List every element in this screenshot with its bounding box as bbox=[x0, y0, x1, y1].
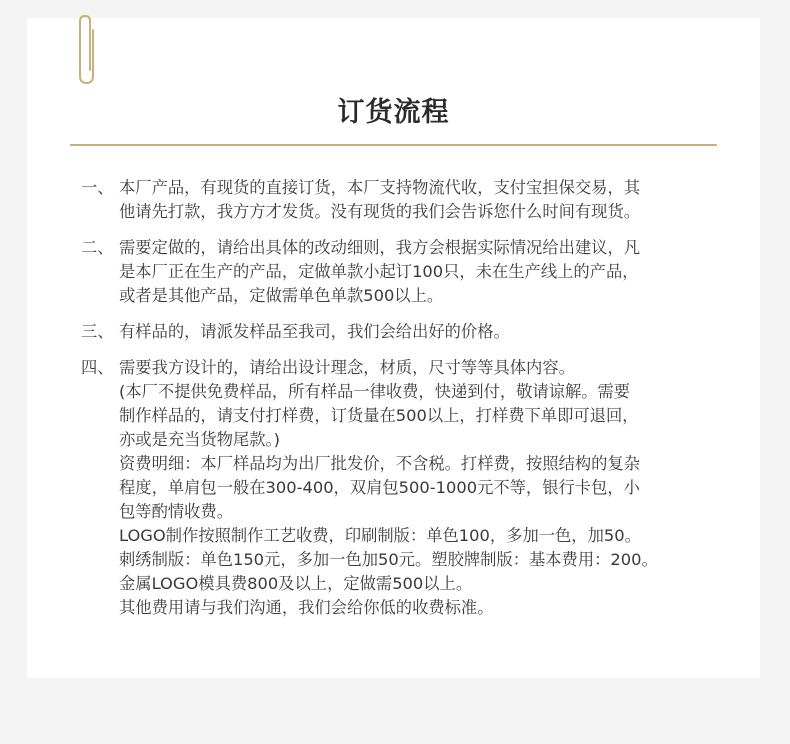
text-line: 刺绣制版：单色150元，多加一色加50元。塑胶牌制版：基本费用：200。 bbox=[119, 550, 658, 569]
page-title: 订货流程 bbox=[337, 97, 450, 128]
list-item-number: 一、 bbox=[81, 178, 114, 197]
list-item bbox=[81, 356, 711, 620]
content-card bbox=[27, 18, 760, 678]
text-line: 金属LOGO模具费800及以上，定做需500以上。 bbox=[119, 574, 473, 593]
paper-clip-icon bbox=[76, 14, 98, 86]
text-line: 其他费用请与我们沟通，我们会给你低的收费标准。 bbox=[119, 598, 494, 617]
text-line: 资费明细：本厂样品均为出厂批发价，不含税。打样费，按照结构的复杂 bbox=[119, 454, 641, 473]
list-item-body bbox=[119, 356, 711, 620]
list-item-number: 二、 bbox=[81, 238, 114, 257]
order-process-list bbox=[81, 176, 711, 632]
list-item bbox=[81, 320, 711, 344]
text-line: 包等酌情收费。 bbox=[119, 502, 233, 521]
text-line: (本厂不提供免费样品，所有样品一律收费，快递到付，敬请谅解。需要 bbox=[119, 382, 631, 401]
text-line: 亦或是充当货物尾款。) bbox=[119, 430, 281, 449]
text-line: 程度，单肩包一般在300-400，双肩包500-1000元不等，银行卡包，小 bbox=[119, 478, 640, 497]
text-line: 需要定做的，请给出具体的改动细则，我方会根据实际情况给出建议，凡 bbox=[119, 238, 641, 257]
text-line: 他请先打款，我方方才发货。没有现货的我们会告诉您什么时间有现货。 bbox=[119, 202, 641, 221]
list-item-body bbox=[119, 320, 711, 344]
list-item-body bbox=[119, 176, 711, 224]
text-line: 需要我方设计的，请给出设计理念，材质，尺寸等等具体内容。 bbox=[119, 358, 575, 377]
list-item bbox=[81, 236, 711, 308]
list-item-body bbox=[119, 236, 711, 308]
title-divider bbox=[70, 144, 717, 146]
text-line: 本厂产品，有现货的直接订货，本厂支持物流代收，支付宝担保交易，其 bbox=[119, 178, 641, 197]
text-line: LOGO制作按照制作工艺收费，印刷制版：单色100，多加一色，加50。 bbox=[119, 526, 641, 545]
list-item-number: 四、 bbox=[81, 358, 114, 377]
text-line: 是本厂正在生产的产品，定做单款小起订100只，未在生产线上的产品， bbox=[119, 262, 639, 281]
list-item bbox=[81, 176, 711, 224]
text-line: 或者是其他产品，定做需单色单款500以上。 bbox=[119, 286, 444, 305]
text-line: 有样品的，请派发样品至我司，我们会给出好的价格。 bbox=[119, 322, 510, 341]
text-line: 制作样品的，请支付打样费，订货量在500以上，打样费下单即可退回， bbox=[119, 406, 639, 425]
list-item-number: 三、 bbox=[81, 322, 114, 341]
